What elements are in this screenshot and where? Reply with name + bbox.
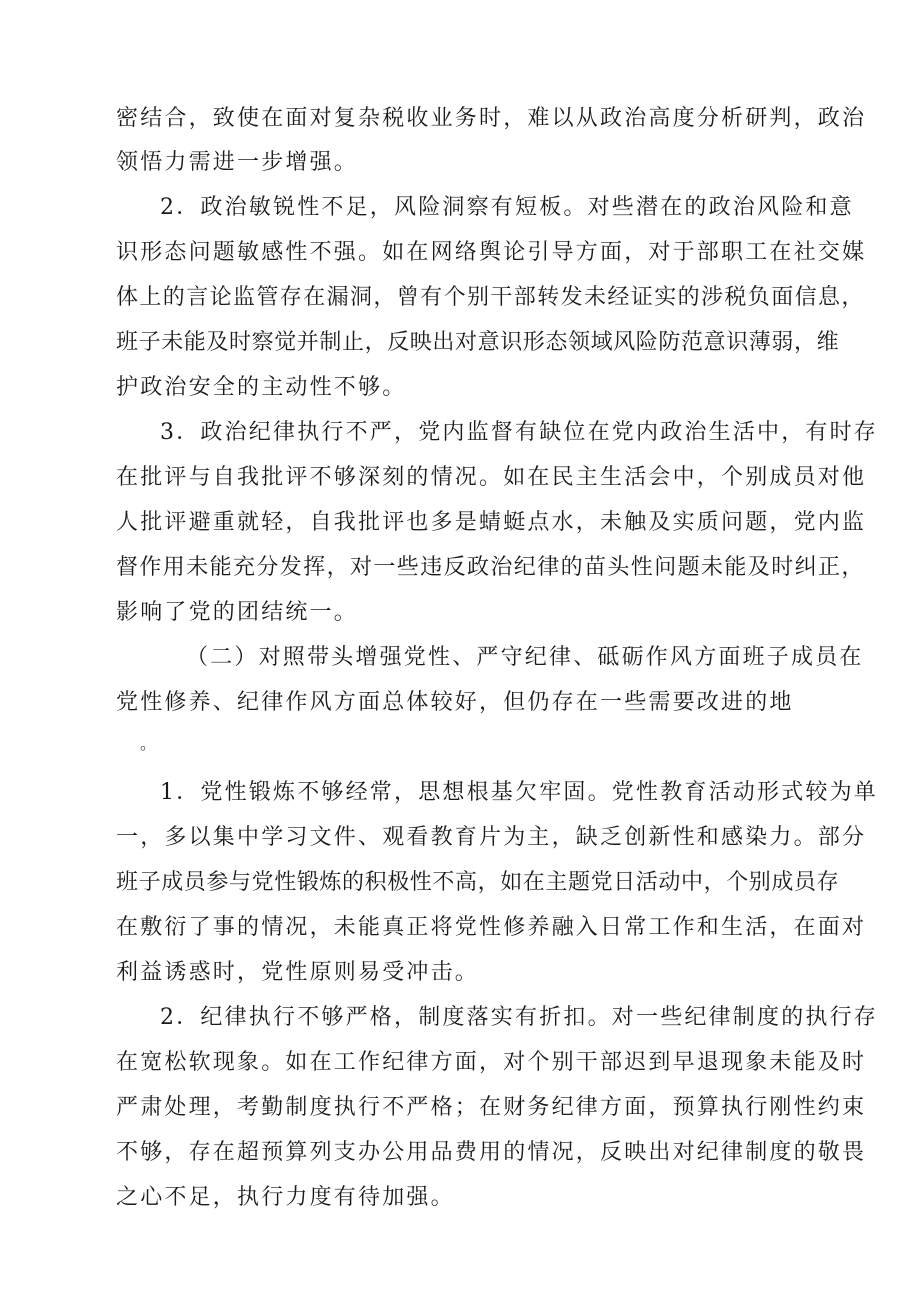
stray-punctuation: 。 [140,734,157,753]
text-line: 1．党性锻炼不够经常，思想根基欠牢固。党性教育活动形式较为单 [160,780,878,805]
text-line: 班子成员参与党性锻炼的积极性不高，如在主题党日活动中，个别成员存 [116,870,840,895]
text-line: 3．政治纪律执行不严，党内监督有缺位在党内政治生活中，有时存 [160,420,878,445]
text-line: 之心不足，执行力度有待加强。 [116,1185,455,1210]
text-line: 不够，存在超预算列支办公用品费用的情况，反映出对纪律制度的敬畏 [116,1140,867,1165]
text-line: 在宽松软现象。如在工作纪律方面，对个别干部迟到早退现象未能及时 [116,1050,867,1075]
text-line: 在批评与自我批评不够深刻的情况。如在民主生活会中，个别成员对他 [116,465,867,490]
text-line: 一，多以集中学习文件、观看教育片为主，缺乏创新性和感染力。部分 [116,825,867,850]
text-line: 班子未能及时察觉并制止，反映出对意识形态领域风险防范意识薄弱，维 [116,330,840,355]
text-line: 利益诱惑时，党性原则易受冲击。 [116,960,480,985]
section-heading: （二）对照带头增强党性、严守纪律、砥砺作风方面班子成员在 [186,645,864,670]
text-line: 2．政治敏锐性不足，风险洞察有短板。对些潜在的政治风险和意 [160,195,854,220]
text-line: 护政治安全的主动性不够。 [116,375,407,400]
text-line: 人批评避重就轻，自我批评也多是蜻蜓点水，未触及实质问题，党内监 [116,510,867,535]
text-line: 党性修养、纪律作风方面总体较好，但仍存在一些需要改进的地 [116,690,794,715]
text-line: 督作用未能充分发挥，对一些违反政治纪律的苗头性问题未能及时纠正， [116,555,865,580]
text-line: 影响了党的团结统一。 [116,600,359,625]
text-line: 密结合，致使在面对复杂税收业务时，难以从政治高度分析研判，政治 [116,106,867,131]
text-line: 严肃处理，考勤制度执行不严格；在财务纪律方面，预算执行刚性约束 [116,1095,867,1120]
text-line: 2．纪律执行不够严格，制度落实有折扣。对一些纪律制度的执行存 [160,1005,878,1030]
text-line: 识形态问题敏感性不强。如在网络舆论引导方面，对于部职工在社交媒 [116,240,867,265]
text-line: 领悟力需进一步增强。 [116,150,359,175]
text-line: 在敷衍了事的情况，未能真正将党性修养融入日常工作和生活，在面对 [116,915,867,940]
text-line: 体上的言论监管存在漏洞，曾有个别干部转发未经证实的涉税负面信息， [116,285,865,310]
